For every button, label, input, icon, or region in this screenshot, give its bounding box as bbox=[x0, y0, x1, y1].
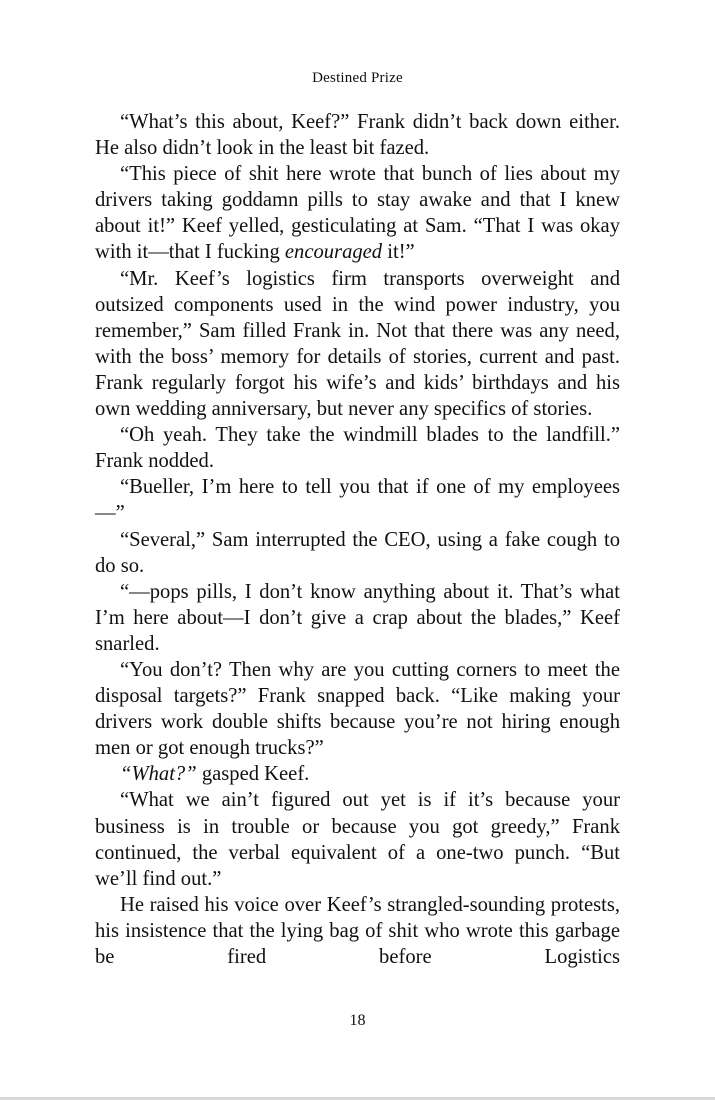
paragraph-text: He raised his voice over Keef’s strangled-sounding protests, his insistence that the lying bag of shit who wrote this garbage be fired before Logistics bbox=[95, 893, 620, 968]
paragraph bbox=[95, 761, 620, 787]
paragraph-text: it!” bbox=[382, 241, 415, 264]
paragraph bbox=[95, 266, 620, 423]
paragraph-text: “—pops pills, I don’t know anything about it. That’s what I’m here about—I don’t give a crap about the blades,” Keef snarled. bbox=[95, 580, 620, 655]
page-number: 18 bbox=[349, 1012, 366, 1029]
italic-text: “What?” bbox=[120, 763, 197, 786]
paragraph-text: “Several,” Sam interrupted the CEO, using a fake cough to do so. bbox=[95, 528, 620, 577]
paragraph-text: “Bueller, I’m here to tell you that if one of my employees—” bbox=[95, 476, 620, 525]
paragraph bbox=[95, 422, 620, 474]
paragraph bbox=[95, 579, 620, 657]
paragraph bbox=[95, 109, 620, 161]
paragraph-text: “You don’t? Then why are you cutting corners to meet the disposal targets?” Frank snapped back. “Like making your drivers work double shifts because you’re not hiring enough men or got enough trucks?” bbox=[95, 658, 620, 760]
paragraph bbox=[95, 657, 620, 761]
body-text bbox=[95, 109, 620, 970]
paragraph-text: gasped Keef. bbox=[196, 763, 310, 786]
paragraph-text: “Mr. Keef’s logistics firm transports overweight and outsized components used in the wind power industry, you remember,” Sam filled Frank in. Not that there was any need, with the boss’ memory for details of stories, current and past. Frank regularly forgot his wife’s and kids’ birthdays and his own wedding anniversary, but never any specifics of stories. bbox=[95, 267, 620, 421]
running-head: Destined Prize bbox=[312, 70, 403, 86]
paragraph-text: “What’s this about, Keef?” Frank didn’t back down either. He also didn’t look in the least bit fazed. bbox=[95, 111, 620, 160]
paragraph-text: “Oh yeah. They take the windmill blades to the landfill.” Frank nodded. bbox=[95, 424, 620, 473]
paragraph-text: “What we ain’t figured out yet is if it’s because your business is in trouble or because you got greedy,” Frank continued, the verbal equivalent of a one-two punch. “But we’ll find out.” bbox=[95, 789, 620, 890]
paragraph bbox=[95, 474, 620, 526]
paragraph-text: “This piece of shit here wrote that bunch of lies about my drivers taking goddamn pills to stay awake and that I knew about it!” Keef yelled, gesticulating at Sam. “That I was okay with it—that I fucking bbox=[95, 163, 620, 264]
italic-text: encouraged bbox=[284, 241, 383, 264]
paragraph bbox=[95, 527, 620, 579]
paragraph bbox=[95, 161, 620, 265]
paragraph bbox=[95, 892, 620, 970]
paragraph bbox=[95, 787, 620, 891]
